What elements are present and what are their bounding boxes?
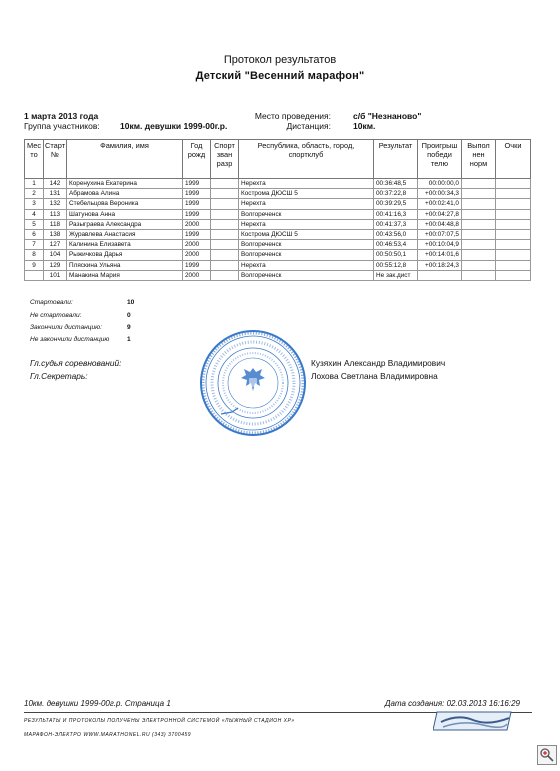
chief-judge-name: Кузяхин Александр Владимирович xyxy=(311,358,446,368)
event-title: Детский "Весенний марафон" xyxy=(195,70,365,82)
cell-result: 00:43:56,0 xyxy=(374,229,418,239)
cell-year: 2000 xyxy=(183,270,211,280)
marathon-electro-logo-icon xyxy=(433,708,515,734)
cell-place: 6 xyxy=(25,229,44,239)
cell-start: 127 xyxy=(44,240,67,250)
cell-name: Коренухина Екатерина xyxy=(67,179,183,189)
cell-points xyxy=(496,179,531,189)
cell-place: 7 xyxy=(25,240,44,250)
cell-rank xyxy=(211,250,239,260)
cell-rank xyxy=(211,189,239,199)
system-note: РЕЗУЛЬТАТЫ И ПРОТОКОЛЫ ПОЛУЧЕНЫ ЭЛЕКТРОННОЙ СИСТЕМОЙ «ЛЫЖНЫЙ СТАДИОН XP» xyxy=(24,718,295,724)
cell-gap: +00:18:24,3 xyxy=(418,260,462,270)
cell-year: 1999 xyxy=(183,260,211,270)
cell-result: 00:50:50,1 xyxy=(374,250,418,260)
cell-norm xyxy=(462,179,496,189)
col-norm: Выпол нен норм xyxy=(462,140,496,179)
table-row xyxy=(25,250,531,260)
cell-norm xyxy=(462,219,496,229)
cell-place: 4 xyxy=(25,209,44,219)
table-header-row xyxy=(25,140,531,179)
col-place: Мес то xyxy=(25,140,44,179)
col-rank: Спорт зван разр xyxy=(211,140,239,179)
cell-points xyxy=(496,260,531,270)
cell-norm xyxy=(462,250,496,260)
cell-place: 3 xyxy=(25,199,44,209)
cell-result: 00:46:53,4 xyxy=(374,240,418,250)
table-row xyxy=(25,240,531,250)
page-footer-caption: 10км. девушки 1999-00г.р. Страница 1 xyxy=(24,699,171,708)
cell-year: 2000 xyxy=(183,219,211,229)
cell-result: 00:41:16,3 xyxy=(374,209,418,219)
table-row xyxy=(25,179,531,189)
cell-norm xyxy=(462,260,496,270)
col-result: Результат xyxy=(374,140,418,179)
cell-rank xyxy=(211,199,239,209)
cell-start: 129 xyxy=(44,260,67,270)
cell-gap: +00:04:27,8 xyxy=(418,209,462,219)
started-label: Стартовали: xyxy=(30,299,73,306)
cell-gap: +00:14:01,6 xyxy=(418,250,462,260)
cell-start: 132 xyxy=(44,199,67,209)
cell-gap: +00:10:04,9 xyxy=(418,240,462,250)
cell-start: 104 xyxy=(44,250,67,260)
cell-place: 9 xyxy=(25,260,44,270)
cell-name: Разыграева Александра xyxy=(67,219,183,229)
cell-norm xyxy=(462,270,496,280)
cell-place: 2 xyxy=(25,189,44,199)
cell-rank xyxy=(211,219,239,229)
cell-region: Нерехта xyxy=(239,260,374,270)
cell-place xyxy=(25,270,44,280)
table-row xyxy=(25,229,531,239)
started-count: 10 xyxy=(127,299,135,306)
cell-start: 118 xyxy=(44,219,67,229)
official-stamp-icon xyxy=(198,328,308,438)
cell-rank xyxy=(211,229,239,239)
cell-norm xyxy=(462,209,496,219)
cell-year: 1999 xyxy=(183,209,211,219)
results-table xyxy=(24,139,531,281)
cell-rank xyxy=(211,240,239,250)
protocol-title: Протокол результатов xyxy=(223,54,337,66)
cell-rank xyxy=(211,260,239,270)
not-finished-label: Не закончили дистанцию xyxy=(30,336,110,343)
group-value: 10км. девушки 1999-00г.р. xyxy=(120,121,228,131)
cell-start: 142 xyxy=(44,179,67,189)
cell-start: 131 xyxy=(44,189,67,199)
cell-region: Кострома ДЮСШ 5 xyxy=(239,229,374,239)
col-region: Республика, область, город, спортклуб xyxy=(239,140,374,179)
table-row xyxy=(25,209,531,219)
cell-region: Нерехта xyxy=(239,199,374,209)
cell-points xyxy=(496,240,531,250)
cell-gap: +00:04:48,8 xyxy=(418,219,462,229)
col-start: Старт № xyxy=(44,140,67,179)
group-label: Группа участников: xyxy=(24,121,100,131)
cell-name: Пляскина Ульяна xyxy=(67,260,183,270)
cell-region: Кострома ДЮСШ 5 xyxy=(239,189,374,199)
cell-place: 5 xyxy=(25,219,44,229)
cell-year: 2000 xyxy=(183,250,211,260)
not-started-count: 0 xyxy=(127,312,131,319)
cell-name: Рыжичкова Дарья xyxy=(67,250,183,260)
event-date: 1 марта 2013 года xyxy=(24,111,99,121)
venue-value: с/б "Незнаново" xyxy=(353,111,422,121)
cell-gap: +00:07:07,5 xyxy=(418,229,462,239)
not-finished-count: 1 xyxy=(127,336,131,343)
cell-rank xyxy=(211,270,239,280)
cell-place: 1 xyxy=(25,179,44,189)
cell-name: Абрамова Алина xyxy=(67,189,183,199)
cell-name: Калинина Елизавета xyxy=(67,240,183,250)
cell-result: 00:41:37,3 xyxy=(374,219,418,229)
chief-judge-label: Гл.судья соревнований: xyxy=(30,358,122,368)
cell-region: Волгореченск xyxy=(239,270,374,280)
cell-name: Манакина Мария xyxy=(67,270,183,280)
finished-count: 9 xyxy=(127,324,131,331)
distance-label: Дистанция: xyxy=(286,121,331,131)
cell-rank xyxy=(211,209,239,219)
table-row xyxy=(25,219,531,229)
not-started-label: Не стартовали: xyxy=(30,312,82,319)
cell-year: 1999 xyxy=(183,199,211,209)
cell-result: 00:55:12,8 xyxy=(374,260,418,270)
cell-name: Стебельцова Вероника xyxy=(67,199,183,209)
cell-result: Не зак.дист xyxy=(374,270,418,280)
cell-result: 00:39:29,5 xyxy=(374,199,418,209)
cell-name: Журавлева Анастасия xyxy=(67,229,183,239)
chief-secretary-label: Гл.Секретарь: xyxy=(30,371,88,381)
cell-place: 8 xyxy=(25,250,44,260)
cell-norm xyxy=(462,229,496,239)
col-name: Фамилия, имя xyxy=(67,140,183,179)
cell-points xyxy=(496,209,531,219)
cell-region: Нерехта xyxy=(239,219,374,229)
col-gap: Проигрыш победи телю xyxy=(418,140,462,179)
cell-region: Волгореченск xyxy=(239,240,374,250)
creation-date: Дата создания: 02.03.2013 16:16:29 xyxy=(384,699,520,708)
cell-points xyxy=(496,270,531,280)
cell-points xyxy=(496,250,531,260)
venue-label: Место проведения: xyxy=(254,111,331,121)
distance-value: 10км. xyxy=(353,121,376,131)
cell-year: 2000 xyxy=(183,240,211,250)
chief-secretary-name: Лохова Светлана Владимировна xyxy=(311,371,438,381)
contact-note: МАРАФОН-ЭЛЕКТРО WWW.MARATHONEL.RU (343) 3700459 xyxy=(24,732,192,738)
zoom-icon[interactable] xyxy=(537,745,557,765)
cell-points xyxy=(496,199,531,209)
cell-norm xyxy=(462,189,496,199)
cell-year: 1999 xyxy=(183,229,211,239)
cell-region: Волгореченск xyxy=(239,250,374,260)
cell-year: 1999 xyxy=(183,189,211,199)
cell-region: Нерехта xyxy=(239,179,374,189)
col-points: Очки xyxy=(496,140,531,179)
cell-gap: 00:00:00,0 xyxy=(418,179,462,189)
col-year: Год рожд xyxy=(183,140,211,179)
table-row xyxy=(25,270,531,280)
cell-points xyxy=(496,229,531,239)
table-row xyxy=(25,199,531,209)
cell-name: Шатунова Анна xyxy=(67,209,183,219)
table-row xyxy=(25,189,531,199)
table-row xyxy=(25,260,531,270)
cell-gap: +00:00:34,3 xyxy=(418,189,462,199)
cell-result: 00:37:22,8 xyxy=(374,189,418,199)
cell-norm xyxy=(462,240,496,250)
cell-result: 00:36:48,5 xyxy=(374,179,418,189)
cell-points xyxy=(496,219,531,229)
cell-gap: +00:02:41,0 xyxy=(418,199,462,209)
finished-label: Закончили дистанцию: xyxy=(30,324,102,331)
cell-start: 138 xyxy=(44,229,67,239)
cell-norm xyxy=(462,199,496,209)
cell-start: 113 xyxy=(44,209,67,219)
cell-start: 101 xyxy=(44,270,67,280)
cell-year: 1999 xyxy=(183,179,211,189)
cell-region: Волгореченск xyxy=(239,209,374,219)
cell-points xyxy=(496,189,531,199)
cell-gap xyxy=(418,270,462,280)
cell-rank xyxy=(211,179,239,189)
